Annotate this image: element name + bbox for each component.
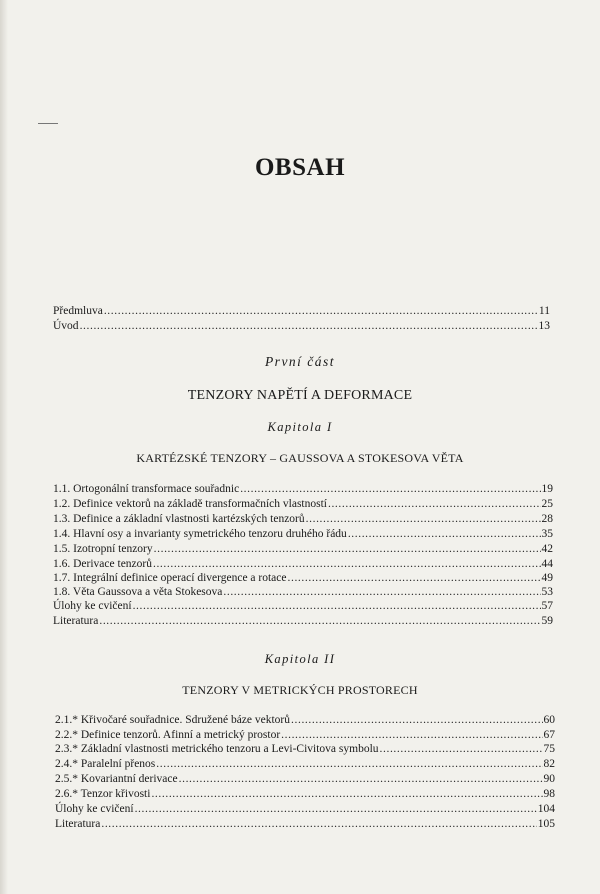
part-label: První část (264, 354, 336, 369)
toc-entry: 2.6.* Tenzor křivosti ..... 98 (55, 788, 555, 800)
toc-entry: 1.2. Definice vektorů na základě transformačních vlastností ..... 25 (53, 498, 553, 510)
toc-entry: 1.7. Integrální definice operací divergence a rotace ..... 49 (53, 572, 553, 584)
toc-entry-uvod: Úvod ..... 13 (53, 320, 550, 332)
chapter-2-label: Kapitola II (264, 652, 336, 666)
toc-entry: 1.4. Hlavní osy a invarianty symetrického tenzoru druhého řádu ..... 35 (53, 528, 553, 540)
chapter-1-label: Kapitola I (267, 420, 333, 434)
scan-mark (38, 123, 58, 124)
scan-edge (0, 0, 8, 894)
toc-entry: 1.6. Derivace tenzorů ..... 44 (53, 558, 553, 570)
toc-entry: 1.1. Ortogonální transformace souřadnic ..... 19 (53, 483, 553, 495)
toc-entry: 2.3.* Základní vlastnosti metrického tenzoru a Levi-Civitova symbolu ..... 75 (55, 743, 555, 755)
toc-entry: Literatura ..... 105 (55, 818, 555, 830)
toc-entry: Úlohy ke cvičení ..... 104 (55, 803, 555, 815)
toc-entry: Literatura ..... 59 (53, 615, 553, 627)
chapter-1-heading: KARTÉZSKÉ TENZORY – GAUSSOVA A STOKESOVA VĚTA (136, 451, 464, 465)
toc-entry-predmluva: Předmluva ..... 11 (53, 305, 550, 317)
toc-entry: 1.3. Definice a základní vlastnosti kartézských tenzorů ..... 28 (53, 513, 553, 525)
page-title: OBSAH (254, 154, 346, 181)
toc-entry: 2.5.* Kovariantní derivace ..... 90 (55, 773, 555, 785)
toc-entry: 1.5. Izotropní tenzory ..... 42 (53, 543, 553, 555)
part-heading: TENZORY NAPĚTÍ A DEFORMACE (187, 388, 413, 403)
toc-entry: Úlohy ke cvičení ..... 57 (53, 600, 553, 612)
toc-entry: 2.4.* Paralelní přenos ..... 82 (55, 758, 555, 770)
toc-entry: 2.1.* Křivočaré souřadnice. Sdružené báze vektorů ..... 60 (55, 714, 555, 726)
toc-entry: 2.2.* Definice tenzorů. Afinní a metrický prostor ..... 67 (55, 729, 555, 741)
toc-entry: 1.8. Věta Gaussova a věta Stokesova ..... 53 (53, 586, 553, 598)
chapter-2-heading: TENZORY V METRICKÝCH PROSTORECH (182, 683, 418, 697)
